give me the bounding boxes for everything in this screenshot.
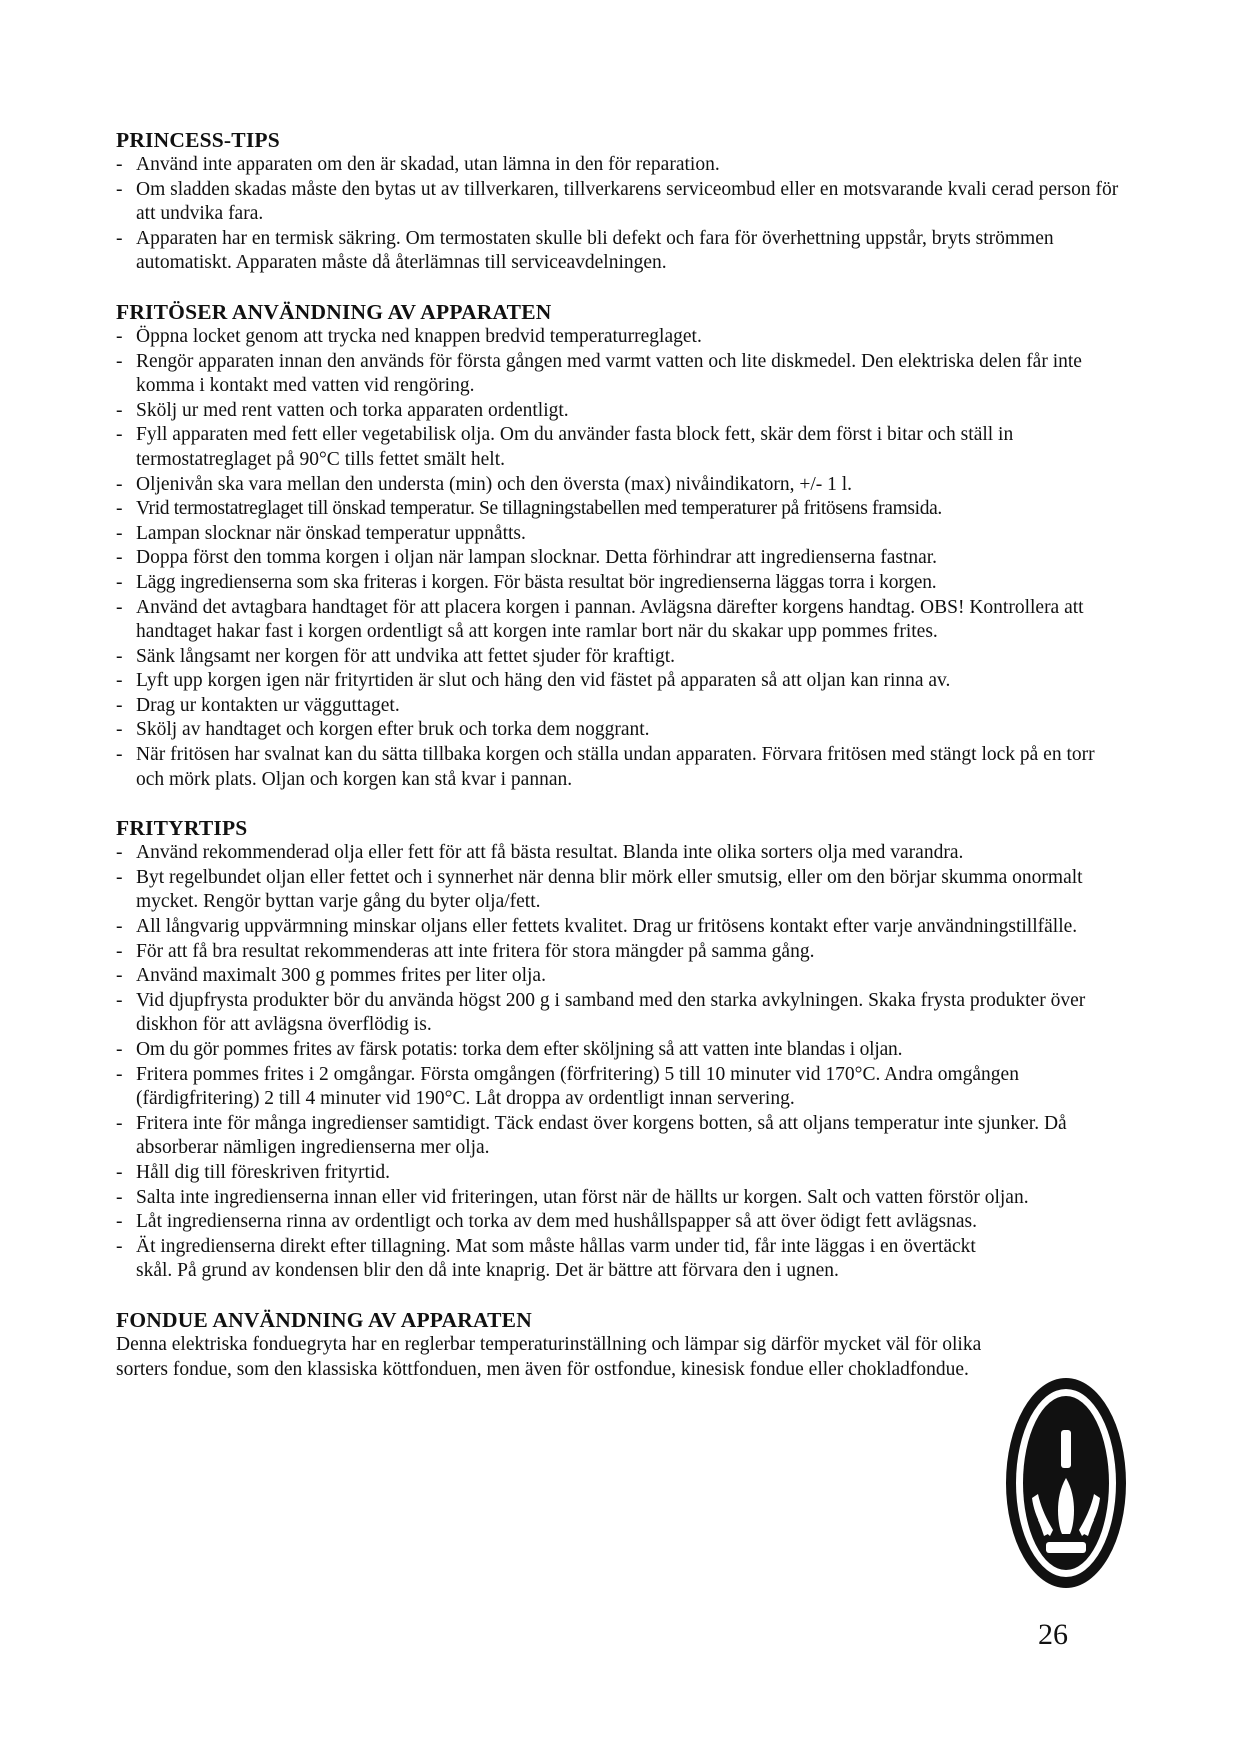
list-item: - När fritösen har svalnat kan du sätta tillbaka korgen och ställa undan apparaten. Förvara fritösen med stängt lock på en torr och mörk plats. Oljan och korgen kan stå kvar i pannan. bbox=[116, 743, 1126, 792]
list-item: - Vrid termostatreglaget till önskad temperatur. Se tillagningstabellen med temperaturer på fritösens framsida. bbox=[116, 497, 1126, 522]
list-item: - Om sladden skadas måste den bytas ut av tillverkaren, tillverkarens serviceombud eller en motsvarande kvali cerad person för att undvika fara. bbox=[116, 178, 1126, 227]
princess-crown-logo-icon bbox=[1002, 1374, 1130, 1592]
list-item: - Sänk långsamt ner korgen för att undvika att fettet sjuder för kraftigt. bbox=[116, 645, 1126, 670]
list-item: - All långvarig uppvärmning minskar oljans eller fettets kvalitet. Drag ur fritösens kontakt efter varje användningstillfälle. bbox=[116, 915, 1126, 940]
list-item: - Fyll apparaten med fett eller vegetabilisk olja. Om du använder fasta block fett, skär dem först i bitar och ställ in termostatreglaget på 90°C tills fettet smält helt. bbox=[116, 423, 1126, 472]
section-princess-tips bbox=[116, 128, 1126, 276]
section-heading: FRITYRTIPS bbox=[116, 816, 248, 841]
list-item: - Drag ur kontakten ur vägguttaget. bbox=[116, 694, 1126, 719]
list-item: - Fritera inte för många ingredienser samtidigt. Täck endast över korgens botten, så att oljans temperatur inte sjunker. Då absorberar nämligen ingredienserna mer olja. bbox=[116, 1112, 1126, 1161]
section-heading: FONDUE ANVÄNDNING AV APPARATEN bbox=[116, 1307, 532, 1332]
manual-page bbox=[116, 128, 1126, 1406]
list-item: - Fritera pommes frites i 2 omgångar. Första omgången (förfritering) 5 till 10 minuter vid 170°C. Andra omgången (färdigfritering) 2 till 4 minuter vid 190°C. Låt droppa av ordentligt innan servering. bbox=[116, 1063, 1126, 1112]
list-item: - Rengör apparaten innan den används för första gången med varmt vatten och lite diskmedel. Den elektriska delen får inte komma i kontakt med vatten vid rengöring. bbox=[116, 350, 1126, 399]
page-number: 26 bbox=[1038, 1618, 1068, 1651]
list-item: - Skölj av handtaget och korgen efter bruk och torka dem noggrant. bbox=[116, 718, 1126, 743]
section-fry-tips bbox=[116, 816, 1126, 1284]
list-item: - Lyft upp korgen igen när frityrtiden är slut och häng den vid fästet på apparaten så att oljan kan rinna av. bbox=[116, 669, 1126, 694]
fondue-description: Denna elektriska fonduegryta har en reglerbar temperaturinställning och lämpar sig därför mycket väl för olika sorters fondue, som den klassiska köttfonduen, men även för ostfondue, kinesisk fondue eller chokladfondue. bbox=[116, 1333, 982, 1380]
section-fryer-use bbox=[116, 300, 1126, 792]
list-item: - Lampan slocknar när önskad temperatur uppnåtts. bbox=[116, 522, 1126, 547]
list-item: - För att få bra resultat rekommenderas att inte fritera för stora mängder på samma gång. bbox=[116, 940, 1126, 965]
list-item: - Låt ingredienserna rinna av ordentligt och torka av dem med hushållspapper så att över ödigt fett avlägsnas. bbox=[116, 1210, 1126, 1235]
list-item: - Om du gör pommes frites av färsk potatis: torka dem efter sköljning så att vatten inte blandas i oljan. bbox=[116, 1038, 1126, 1063]
list-item: - Ät ingredienserna direkt efter tillagning. Mat som måste hållas varm under tid, får inte läggas i en övertäckt skål. På grund av kondensen blir den då inte knaprig. Det är bättre att förvara den i ugnen. bbox=[116, 1235, 1126, 1284]
section-heading: FRITÖSER ANVÄNDNING AV APPARATEN bbox=[116, 299, 552, 324]
list-item: - Håll dig till föreskriven frityrtid. bbox=[116, 1161, 1126, 1186]
list-item: - Lägg ingredienserna som ska friteras i korgen. För bästa resultat bör ingredienserna läggas torra i korgen. bbox=[116, 571, 1126, 596]
list-item: - Använd rekommenderad olja eller fett för att få bästa resultat. Blanda inte olika sorters olja med varandra. bbox=[116, 841, 1126, 866]
list-item: - Använd inte apparaten om den är skadad, utan lämna in den för reparation. bbox=[116, 153, 1126, 178]
list-item: - Öppna locket genom att trycka ned knappen bredvid temperaturreglaget. bbox=[116, 325, 1126, 350]
section-heading: PRINCESS-TIPS bbox=[116, 128, 280, 152]
list-item: - Doppa först den tomma korgen i oljan när lampan slocknar. Detta förhindrar att ingredienserna fastnar. bbox=[116, 546, 1126, 571]
list-item: - Använd det avtagbara handtaget för att placera korgen i pannan. Avlägsna därefter korgens handtag. OBS! Kontrollera att handtaget hakar fast i korgen ordentligt så att korgen inte ramlar bort när du skakar upp pommes frites. bbox=[116, 596, 1126, 645]
list-item: - Skölj ur med rent vatten och torka apparaten ordentligt. bbox=[116, 399, 1126, 424]
section-fondue-use bbox=[116, 1308, 1126, 1382]
list-item: - Vid djupfrysta produkter bör du använda högst 200 g i samband med den starka avkylningen. Skaka frysta produkter över diskhon för att avlägsna överflödig is. bbox=[116, 989, 1126, 1038]
list-item: - Salta inte ingredienserna innan eller vid friteringen, utan först när de hällts ur korgen. Salt och vatten förstör oljan. bbox=[116, 1186, 1126, 1211]
list-item: - Byt regelbundet oljan eller fettet och i synnerhet när denna blir mörk eller smutsig, eller om den börjar skumma onormalt mycket. Rengör byttan varje gång du byter olja/fett. bbox=[116, 866, 1126, 915]
list-item: - Apparaten har en termisk säkring. Om termostaten skulle bli defekt och fara för överhettning uppstår, bryts strömmen automatiskt. Apparaten måste då återlämnas till serviceavdelningen. bbox=[116, 227, 1126, 276]
bullet-list bbox=[116, 841, 1126, 1284]
list-item: - Använd maximalt 300 g pommes frites per liter olja. bbox=[116, 964, 1126, 989]
list-item: - Oljenivån ska vara mellan den understa (min) och den översta (max) nivåindikatorn, +/- 1 l. bbox=[116, 473, 1126, 498]
bullet-list bbox=[116, 325, 1126, 792]
bullet-list bbox=[116, 153, 1126, 276]
